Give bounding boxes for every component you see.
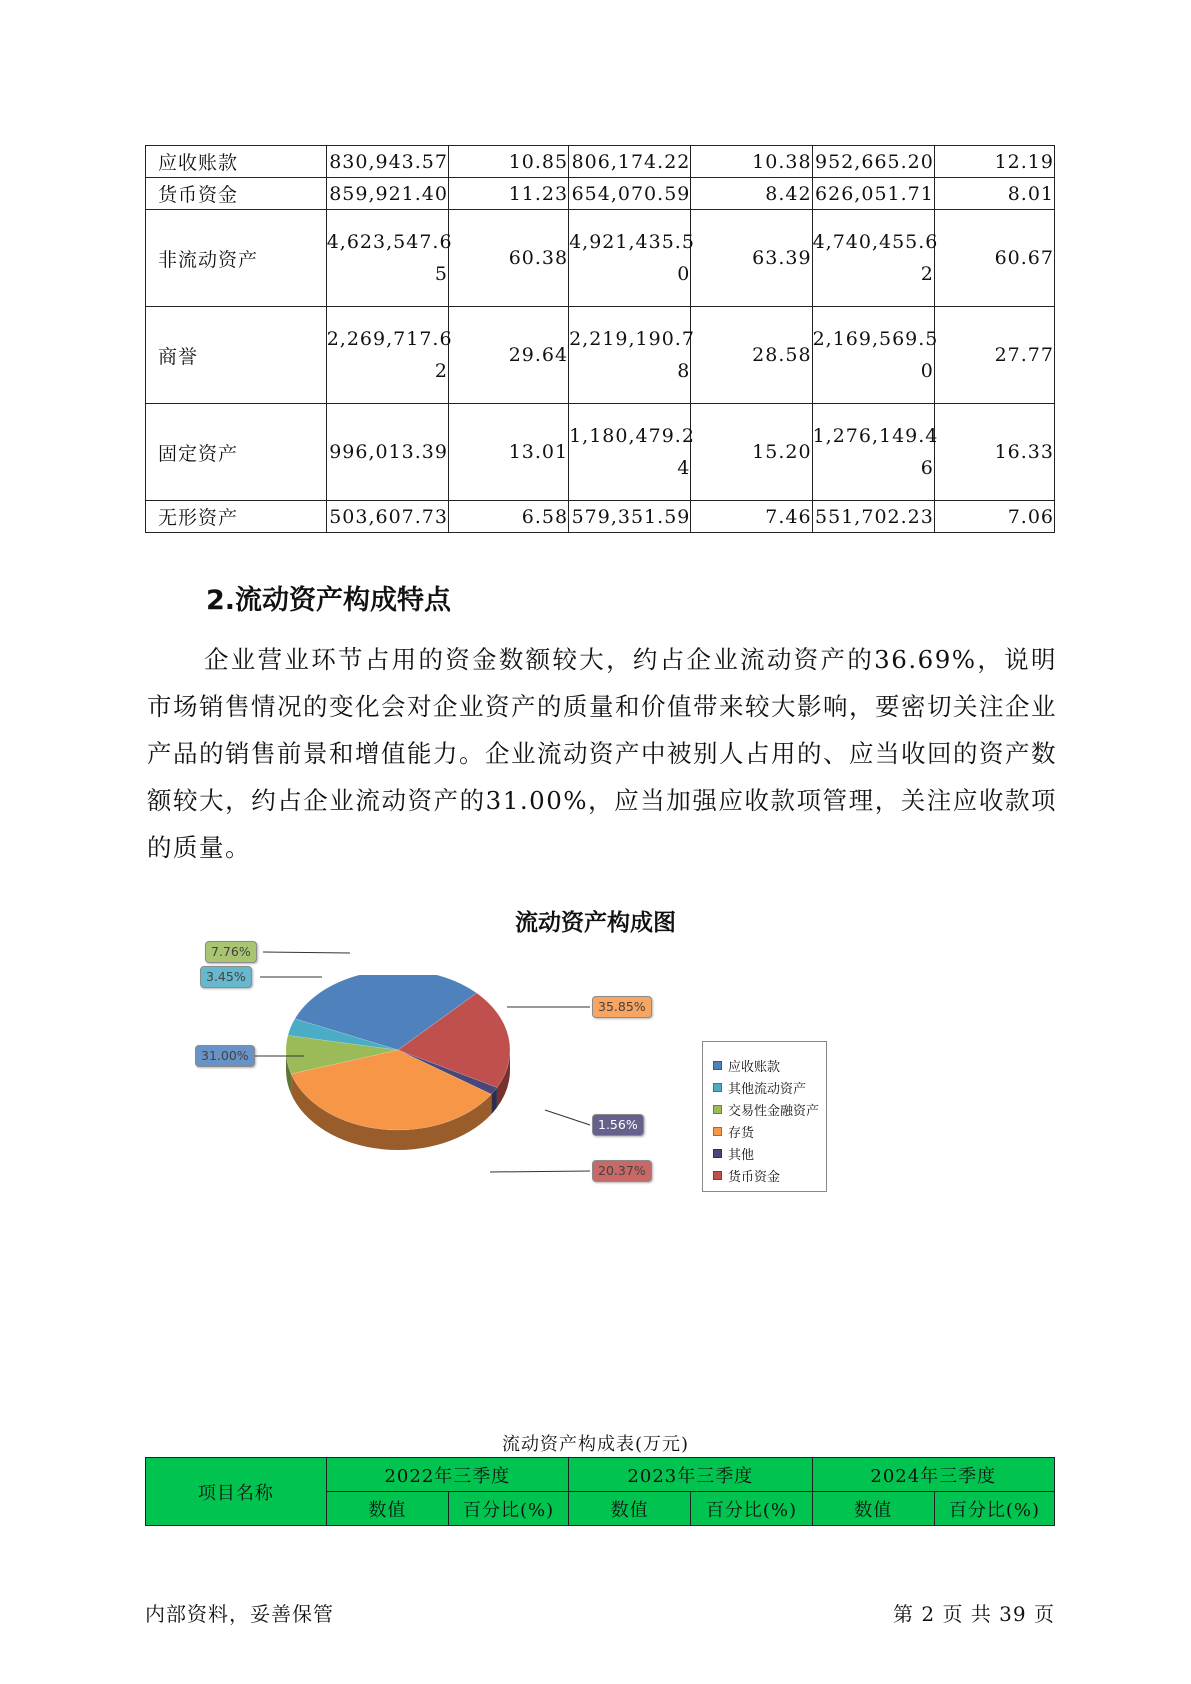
header-item-name: 项目名称 xyxy=(146,1458,327,1526)
value-part: 2,269,717.6 xyxy=(326,328,453,350)
row-label: 无形资产 xyxy=(146,501,327,533)
value-cell: 996,013.39 xyxy=(326,404,448,501)
value-part: 5 xyxy=(434,263,448,285)
row-label: 商誉 xyxy=(146,307,327,404)
percent-cell: 29.64 xyxy=(448,307,568,404)
row-label: 固定资产 xyxy=(146,404,327,501)
leader-line xyxy=(263,952,350,953)
value-cell: 859,921.40 xyxy=(326,178,448,210)
value-part: 2 xyxy=(434,360,448,382)
legend-label: 应收账款 xyxy=(728,1059,781,1075)
value-part: 4 xyxy=(677,457,691,479)
percent-cell: 11.23 xyxy=(448,178,568,210)
pie-chart xyxy=(200,975,660,1205)
value-cell: 952,665.20 xyxy=(812,146,934,178)
value-cell: 806,174.22 xyxy=(569,146,691,178)
header-percent: 百分比(%) xyxy=(934,1492,1054,1526)
legend-swatch xyxy=(713,1083,722,1092)
legend-swatch xyxy=(713,1127,722,1136)
data-label: 20.37% xyxy=(592,1160,652,1182)
value-cell: 503,607.73 xyxy=(326,501,448,533)
value-part: 6 xyxy=(920,457,934,479)
percent-cell: 13.01 xyxy=(448,404,568,501)
percent-cell: 28.58 xyxy=(691,307,812,404)
percent-cell: 6.58 xyxy=(448,501,568,533)
percent-cell: 63.39 xyxy=(691,210,812,307)
table-row xyxy=(146,307,1055,404)
data-label: 7.76% xyxy=(205,941,257,963)
legend-item xyxy=(713,1076,826,1098)
value-cell xyxy=(812,404,939,501)
percent-cell: 12.19 xyxy=(934,146,1054,178)
current-assets-table xyxy=(145,1457,1055,1526)
value-cell: 654,070.59 xyxy=(569,178,691,210)
legend-item xyxy=(713,1098,826,1120)
value-cell xyxy=(569,210,695,307)
legend-label: 存货 xyxy=(728,1125,755,1141)
value-part: 2,169,569.5 xyxy=(812,328,939,350)
value-part: 4,623,547.6 xyxy=(326,231,453,253)
value-cell: 626,051.71 xyxy=(812,178,934,210)
percent-cell: 10.38 xyxy=(691,146,812,178)
percent-cell: 7.46 xyxy=(691,501,812,533)
value-cell xyxy=(569,404,695,501)
value-cell xyxy=(326,210,453,307)
legend-label: 交易性金融资产 xyxy=(728,1103,820,1119)
row-label: 货币资金 xyxy=(146,178,327,210)
value-part: 4,740,455.6 xyxy=(812,231,939,253)
percent-cell: 60.67 xyxy=(934,210,1054,307)
percent-cell: 7.06 xyxy=(934,501,1054,533)
table-row xyxy=(146,404,1055,501)
row-label: 非流动资产 xyxy=(146,210,327,307)
value-cell xyxy=(569,307,695,404)
data-label: 31.00% xyxy=(195,1045,255,1067)
value-cell xyxy=(812,307,939,404)
percent-cell: 10.85 xyxy=(448,146,568,178)
legend-item xyxy=(713,1054,826,1076)
value-cell: 579,351.59 xyxy=(569,501,691,533)
legend-swatch xyxy=(713,1149,722,1158)
legend-label: 货币资金 xyxy=(728,1169,781,1185)
table-caption: 流动资产构成表(万元) xyxy=(501,1434,690,1455)
header-year-2024: 2024年三季度 xyxy=(812,1458,1054,1492)
data-label: 1.56% xyxy=(592,1114,644,1136)
header-year-2022: 2022年三季度 xyxy=(326,1458,568,1492)
chart-title: 流动资产构成图 xyxy=(515,910,676,936)
header-value: 数值 xyxy=(812,1492,934,1526)
chart-legend xyxy=(702,1041,827,1192)
value-cell: 551,702.23 xyxy=(812,501,934,533)
header-value: 数值 xyxy=(569,1492,691,1526)
asset-data-table xyxy=(145,145,1055,533)
footer-confidential: 内部资料，妥善保管 xyxy=(145,1602,334,1626)
value-part: 2,219,190.7 xyxy=(569,328,695,350)
section-heading: 2.流动资产构成特点 xyxy=(206,585,452,616)
table-row xyxy=(146,178,1055,210)
value-part: 4,921,435.5 xyxy=(569,231,695,253)
body-paragraph: 企业营业环节占用的资金数额较大，约占企业流动资产的36.69%，说明市场销售情况的变化会对企业资产的质量和价值带来较大影响，要密切关注企业产品的销售前景和增值能力。企业流动资产中被别人占用的、应当收回的资产数额较大，约占企业流动资产的31.00%，应当加强应收款项管理，关注应收款项的质量。 xyxy=(147,645,1057,862)
legend-label: 其他流动资产 xyxy=(728,1081,807,1097)
percent-cell: 8.01 xyxy=(934,178,1054,210)
legend-swatch xyxy=(713,1171,722,1180)
value-cell: 830,943.57 xyxy=(326,146,448,178)
header-year-2023: 2023年三季度 xyxy=(569,1458,812,1492)
value-part: 8 xyxy=(677,360,691,382)
value-cell xyxy=(812,210,939,307)
table-row xyxy=(146,210,1055,307)
legend-item xyxy=(713,1142,826,1164)
value-cell xyxy=(326,307,453,404)
percent-cell: 27.77 xyxy=(934,307,1054,404)
table-row xyxy=(146,146,1055,178)
legend-item xyxy=(713,1120,826,1142)
percent-cell: 60.38 xyxy=(448,210,568,307)
value-part: 0 xyxy=(677,263,691,285)
legend-label: 其他 xyxy=(728,1147,755,1163)
row-label: 应收账款 xyxy=(146,146,327,178)
percent-cell: 16.33 xyxy=(934,404,1054,501)
percent-cell: 15.20 xyxy=(691,404,812,501)
legend-swatch xyxy=(713,1105,722,1114)
header-percent: 百分比(%) xyxy=(448,1492,568,1526)
value-part: 2 xyxy=(920,263,934,285)
footer-page-number: 第 2 页 共 39 页 xyxy=(893,1602,1055,1626)
legend-item xyxy=(713,1164,826,1186)
table-row xyxy=(146,501,1055,533)
percent-cell: 8.42 xyxy=(691,178,812,210)
header-percent: 百分比(%) xyxy=(691,1492,812,1526)
data-label: 35.85% xyxy=(592,996,652,1018)
legend-swatch xyxy=(713,1061,722,1070)
value-part: 1,180,479.2 xyxy=(569,425,695,447)
value-part: 0 xyxy=(920,360,934,382)
data-label: 3.45% xyxy=(200,966,252,988)
value-part: 1,276,149.4 xyxy=(812,425,939,447)
header-value: 数值 xyxy=(326,1492,448,1526)
